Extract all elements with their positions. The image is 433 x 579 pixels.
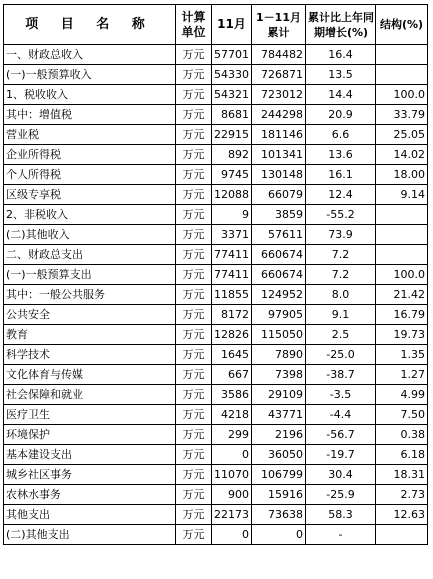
row-cumulative-value: 101341 xyxy=(252,145,306,165)
row-month-value: 22915 xyxy=(212,125,252,145)
row-unit: 万元 xyxy=(176,125,212,145)
header-cumulative-text: 1－11月累计 xyxy=(256,10,301,39)
row-cumulative-value: 36050 xyxy=(252,445,306,465)
row-unit: 万元 xyxy=(176,105,212,125)
row-month-value: 77411 xyxy=(212,245,252,265)
row-structure-value: 19.73 xyxy=(376,325,428,345)
row-month-value: 667 xyxy=(212,365,252,385)
row-name: 环境保护 xyxy=(4,425,176,445)
table-row xyxy=(4,165,428,185)
row-structure-value xyxy=(376,45,428,65)
finance-table xyxy=(3,4,428,545)
row-name: 其他支出 xyxy=(4,505,176,525)
row-growth-value: 2.5 xyxy=(306,325,376,345)
row-month-value: 8681 xyxy=(212,105,252,125)
row-cumulative-value: 66079 xyxy=(252,185,306,205)
table-container xyxy=(3,4,428,545)
row-name: 科学技术 xyxy=(4,345,176,365)
table-row xyxy=(4,185,428,205)
row-month-value: 9 xyxy=(212,205,252,225)
row-growth-value: -38.7 xyxy=(306,365,376,385)
row-growth-value: -25.0 xyxy=(306,345,376,365)
row-growth-value: -3.5 xyxy=(306,385,376,405)
header-unit-text: 计算单位 xyxy=(181,9,206,39)
table-row xyxy=(4,105,428,125)
table-row xyxy=(4,285,428,305)
row-growth-value: -4.4 xyxy=(306,405,376,425)
row-unit: 万元 xyxy=(176,305,212,325)
table-row xyxy=(4,205,428,225)
row-name: 社会保障和就业 xyxy=(4,385,176,405)
table-row xyxy=(4,125,428,145)
row-month-value: 12826 xyxy=(212,325,252,345)
header-growth-text: 累计比上年同期增长(%) xyxy=(308,10,374,39)
row-name: 一、财政总收入 xyxy=(4,45,176,65)
table-row xyxy=(4,65,428,85)
row-unit: 万元 xyxy=(176,85,212,105)
row-structure-value xyxy=(376,225,428,245)
row-cumulative-value: 0 xyxy=(252,525,306,545)
row-growth-value: -25.9 xyxy=(306,485,376,505)
row-cumulative-value: 660674 xyxy=(252,265,306,285)
row-growth-value: 6.6 xyxy=(306,125,376,145)
row-structure-value: 100.0 xyxy=(376,265,428,285)
row-name: (二)其他收入 xyxy=(4,225,176,245)
row-name: 其中：一般公共服务 xyxy=(4,285,176,305)
row-unit: 万元 xyxy=(176,505,212,525)
table-row xyxy=(4,525,428,545)
row-structure-value: 18.31 xyxy=(376,465,428,485)
row-structure-value: 33.79 xyxy=(376,105,428,125)
table-row xyxy=(4,485,428,505)
row-name: 企业所得税 xyxy=(4,145,176,165)
row-structure-value: 2.73 xyxy=(376,485,428,505)
row-unit: 万元 xyxy=(176,445,212,465)
row-growth-value: 16.1 xyxy=(306,165,376,185)
row-growth-value: 13.6 xyxy=(306,145,376,165)
row-growth-value: 7.2 xyxy=(306,265,376,285)
row-structure-value xyxy=(376,525,428,545)
row-growth-value: -19.7 xyxy=(306,445,376,465)
table-row xyxy=(4,385,428,405)
row-cumulative-value: 723012 xyxy=(252,85,306,105)
table-row xyxy=(4,345,428,365)
row-month-value: 0 xyxy=(212,445,252,465)
row-cumulative-value: 244298 xyxy=(252,105,306,125)
row-cumulative-value: 2196 xyxy=(252,425,306,445)
row-growth-value: - xyxy=(306,525,376,545)
row-growth-value: 30.4 xyxy=(306,465,376,485)
row-month-value: 54330 xyxy=(212,65,252,85)
row-cumulative-value: 124952 xyxy=(252,285,306,305)
row-name: 区级专享税 xyxy=(4,185,176,205)
row-month-value: 892 xyxy=(212,145,252,165)
row-name: 教育 xyxy=(4,325,176,345)
row-month-value: 54321 xyxy=(212,85,252,105)
table-header xyxy=(4,5,428,45)
row-cumulative-value: 15916 xyxy=(252,485,306,505)
row-growth-value: 58.3 xyxy=(306,505,376,525)
row-month-value: 11855 xyxy=(212,285,252,305)
row-growth-value: 14.4 xyxy=(306,85,376,105)
row-structure-value xyxy=(376,205,428,225)
row-name: (一)一般预算收入 xyxy=(4,65,176,85)
row-month-value: 1645 xyxy=(212,345,252,365)
header-growth xyxy=(306,5,376,45)
row-structure-value: 4.99 xyxy=(376,385,428,405)
row-name: 文化体育与传媒 xyxy=(4,365,176,385)
row-growth-value: 16.4 xyxy=(306,45,376,65)
row-unit: 万元 xyxy=(176,465,212,485)
row-growth-value: 7.2 xyxy=(306,245,376,265)
row-month-value: 3371 xyxy=(212,225,252,245)
row-growth-value: 20.9 xyxy=(306,105,376,125)
row-month-value: 900 xyxy=(212,485,252,505)
row-cumulative-value: 106799 xyxy=(252,465,306,485)
header-cumulative xyxy=(252,5,306,45)
header-structure: 结构(%) xyxy=(376,5,428,45)
row-structure-value: 6.18 xyxy=(376,445,428,465)
header-unit xyxy=(176,5,212,45)
row-structure-value: 1.27 xyxy=(376,365,428,385)
row-growth-value: 12.4 xyxy=(306,185,376,205)
row-name: 其中：增值税 xyxy=(4,105,176,125)
row-cumulative-value: 43771 xyxy=(252,405,306,425)
row-month-value: 12088 xyxy=(212,185,252,205)
row-cumulative-value: 57611 xyxy=(252,225,306,245)
row-name: 营业税 xyxy=(4,125,176,145)
row-unit: 万元 xyxy=(176,265,212,285)
row-growth-value: 9.1 xyxy=(306,305,376,325)
row-name: (一)一般预算支出 xyxy=(4,265,176,285)
row-structure-value: 25.05 xyxy=(376,125,428,145)
table-row xyxy=(4,265,428,285)
row-unit: 万元 xyxy=(176,485,212,505)
row-unit: 万元 xyxy=(176,185,212,205)
row-month-value: 77411 xyxy=(212,265,252,285)
row-unit: 万元 xyxy=(176,425,212,445)
row-unit: 万元 xyxy=(176,345,212,365)
row-unit: 万元 xyxy=(176,385,212,405)
table-row xyxy=(4,425,428,445)
row-name: 公共安全 xyxy=(4,305,176,325)
header-name: 项 目 名 称 xyxy=(4,5,176,45)
row-unit: 万元 xyxy=(176,225,212,245)
row-name: (二)其他支出 xyxy=(4,525,176,545)
table-row xyxy=(4,85,428,105)
table-row xyxy=(4,325,428,345)
row-structure-value: 21.42 xyxy=(376,285,428,305)
row-name: 基本建设支出 xyxy=(4,445,176,465)
row-unit: 万元 xyxy=(176,145,212,165)
row-name: 农林水事务 xyxy=(4,485,176,505)
row-cumulative-value: 97905 xyxy=(252,305,306,325)
row-structure-value: 18.00 xyxy=(376,165,428,185)
row-cumulative-value: 7890 xyxy=(252,345,306,365)
table-body xyxy=(4,45,428,545)
row-name: 个人所得税 xyxy=(4,165,176,185)
row-cumulative-value: 73638 xyxy=(252,505,306,525)
header-row xyxy=(4,5,428,45)
table-row xyxy=(4,145,428,165)
row-month-value: 299 xyxy=(212,425,252,445)
row-structure-value: 0.38 xyxy=(376,425,428,445)
row-cumulative-value: 784482 xyxy=(252,45,306,65)
row-cumulative-value: 115050 xyxy=(252,325,306,345)
table-row xyxy=(4,45,428,65)
row-growth-value: 8.0 xyxy=(306,285,376,305)
table-row xyxy=(4,245,428,265)
row-unit: 万元 xyxy=(176,45,212,65)
row-growth-value: -56.7 xyxy=(306,425,376,445)
row-name: 二、财政总支出 xyxy=(4,245,176,265)
row-name: 城乡社区事务 xyxy=(4,465,176,485)
table-row xyxy=(4,505,428,525)
row-name: 1、税收收入 xyxy=(4,85,176,105)
row-structure-value: 9.14 xyxy=(376,185,428,205)
row-cumulative-value: 130148 xyxy=(252,165,306,185)
row-month-value: 8172 xyxy=(212,305,252,325)
row-month-value: 22173 xyxy=(212,505,252,525)
row-cumulative-value: 660674 xyxy=(252,245,306,265)
row-name: 医疗卫生 xyxy=(4,405,176,425)
row-month-value: 11070 xyxy=(212,465,252,485)
row-growth-value: -55.2 xyxy=(306,205,376,225)
row-unit: 万元 xyxy=(176,65,212,85)
table-row xyxy=(4,465,428,485)
row-growth-value: 13.5 xyxy=(306,65,376,85)
row-month-value: 4218 xyxy=(212,405,252,425)
row-structure-value: 14.02 xyxy=(376,145,428,165)
row-cumulative-value: 181146 xyxy=(252,125,306,145)
row-unit: 万元 xyxy=(176,245,212,265)
row-structure-value: 12.63 xyxy=(376,505,428,525)
row-structure-value: 100.0 xyxy=(376,85,428,105)
row-unit: 万元 xyxy=(176,405,212,425)
row-month-value: 0 xyxy=(212,525,252,545)
row-month-value: 9745 xyxy=(212,165,252,185)
row-cumulative-value: 3859 xyxy=(252,205,306,225)
table-row xyxy=(4,365,428,385)
table-row xyxy=(4,445,428,465)
row-structure-value: 1.35 xyxy=(376,345,428,365)
header-month: 11月 xyxy=(212,5,252,45)
row-growth-value: 73.9 xyxy=(306,225,376,245)
table-row xyxy=(4,405,428,425)
table-row xyxy=(4,225,428,245)
row-cumulative-value: 726871 xyxy=(252,65,306,85)
row-cumulative-value: 29109 xyxy=(252,385,306,405)
row-structure-value: 7.50 xyxy=(376,405,428,425)
row-unit: 万元 xyxy=(176,325,212,345)
row-structure-value xyxy=(376,245,428,265)
row-unit: 万元 xyxy=(176,525,212,545)
row-cumulative-value: 7398 xyxy=(252,365,306,385)
row-unit: 万元 xyxy=(176,205,212,225)
row-unit: 万元 xyxy=(176,365,212,385)
table-row xyxy=(4,305,428,325)
row-month-value: 57701 xyxy=(212,45,252,65)
row-unit: 万元 xyxy=(176,165,212,185)
row-unit: 万元 xyxy=(176,285,212,305)
row-structure-value: 16.79 xyxy=(376,305,428,325)
row-month-value: 3586 xyxy=(212,385,252,405)
row-name: 2、非税收入 xyxy=(4,205,176,225)
row-structure-value xyxy=(376,65,428,85)
